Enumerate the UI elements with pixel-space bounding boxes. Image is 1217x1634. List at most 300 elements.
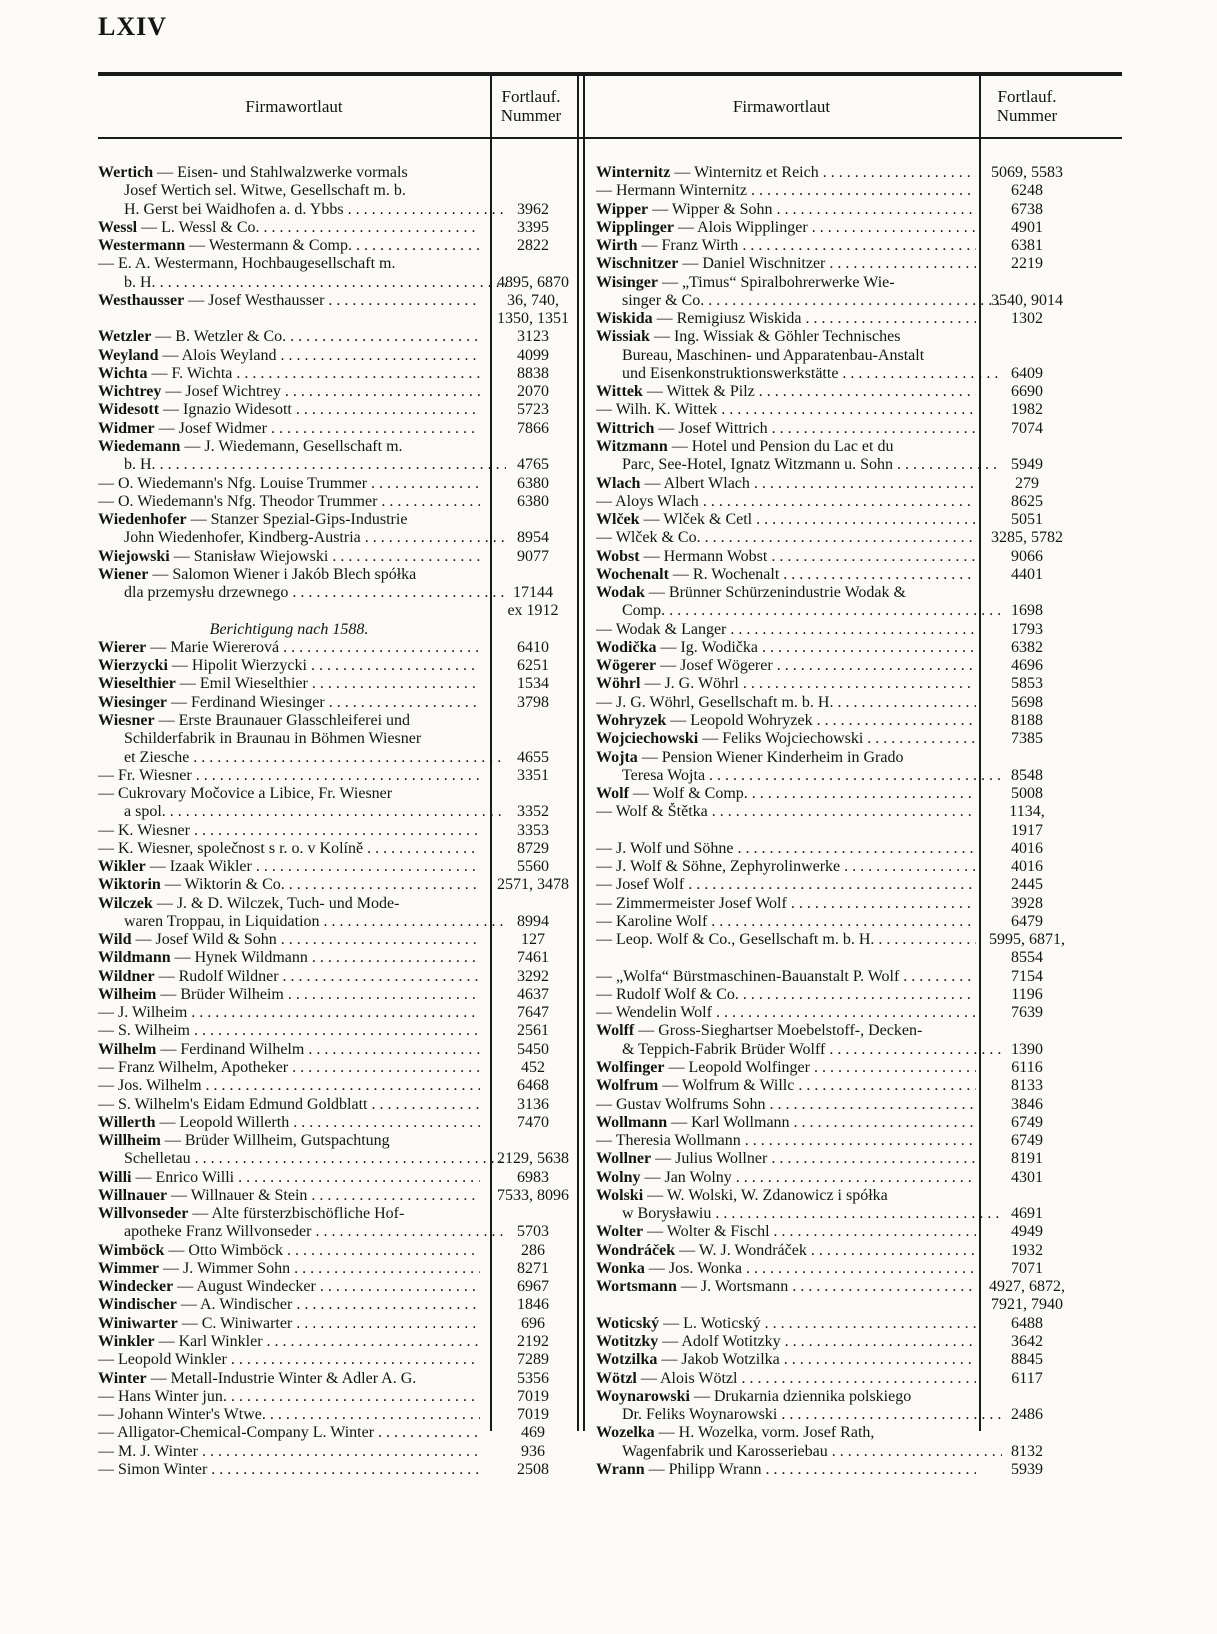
index-entry	[596, 584, 1072, 602]
entry-number: 1302	[1011, 310, 1043, 328]
entry-name: — L. Wessl & Co.	[137, 218, 260, 236]
entry-text	[596, 548, 976, 566]
entry-number: 4016	[1011, 858, 1043, 876]
index-entry	[596, 365, 1072, 383]
entry-text	[98, 365, 480, 383]
index-entry	[98, 529, 568, 547]
entry-name: — Aloys Wlach	[596, 492, 699, 510]
entry-name: — Josef Wild & Sohn	[131, 931, 277, 949]
entry-name: Dr. Feliks Woynarowski	[622, 1406, 778, 1424]
entry-name: — Wendelin Wolf	[596, 1004, 712, 1022]
entry-text	[596, 511, 976, 529]
entry-number: 4637	[517, 985, 549, 1003]
entry-text	[98, 1169, 480, 1187]
entry-keyword: Wolf	[596, 785, 629, 803]
entry-keyword: Wertich	[98, 164, 154, 181]
header-nummer-line2: Nummer	[500, 106, 562, 125]
entry-number: 4949	[1011, 1223, 1043, 1241]
entry-text	[98, 420, 480, 438]
entry-number: 6479	[1011, 912, 1043, 930]
entry-name: a spol.	[124, 803, 166, 821]
entry-name: — Leopold Willerth	[155, 1113, 290, 1131]
entry-text	[596, 858, 976, 876]
entry-number: 8188	[1011, 711, 1043, 729]
entry-text	[596, 1004, 976, 1022]
entry-text	[98, 255, 480, 273]
index-entry	[98, 219, 568, 237]
entry-text	[98, 931, 480, 949]
entry-keyword: Wobst	[596, 547, 640, 565]
entry-keyword: Wolfinger	[596, 1059, 665, 1077]
entry-text	[98, 1223, 506, 1241]
index-entry	[596, 913, 1072, 931]
entry-name: — F. Wichta	[147, 364, 233, 382]
entry-keyword: Wochenalt	[596, 565, 669, 583]
entry-text	[596, 401, 976, 419]
index-entry	[596, 840, 1072, 858]
left-index-column	[98, 164, 568, 1479]
entry-number: 3540, 9014	[991, 291, 1063, 309]
entry-text	[98, 237, 480, 255]
index-entry	[98, 493, 568, 511]
entry-number: 36, 740,	[507, 291, 559, 309]
index-entry	[596, 219, 1072, 237]
entry-keyword: Westhausser	[98, 291, 185, 309]
entry-keyword: Wittrich	[596, 419, 655, 437]
entry-text	[596, 1022, 976, 1040]
entry-name: — August Windecker	[173, 1278, 316, 1296]
index-entry	[98, 621, 568, 639]
entry-name: — Erste Braunauer Glasschleiferei und	[154, 711, 411, 729]
entry-name: — Izaak Wikler	[145, 858, 252, 876]
entry-keyword: Wessl	[98, 218, 138, 236]
entry-text	[98, 383, 480, 401]
index-entry	[596, 767, 1072, 785]
entry-number: 5450	[517, 1040, 549, 1058]
entry-keyword: Wrann	[596, 1460, 645, 1478]
entry-text	[596, 456, 1002, 474]
index-entry	[98, 456, 568, 474]
entry-number: 3962	[517, 200, 549, 218]
index-entry	[98, 1370, 568, 1388]
entry-text	[596, 584, 976, 602]
entry-number: 469	[521, 1424, 545, 1442]
entry-name: — „Wolfa“ Bürstmaschinen-Bauanstalt P. Wolf	[596, 967, 900, 985]
entry-name: Berichtigung nach 1588.	[209, 620, 369, 638]
index-entry	[98, 1406, 568, 1424]
entry-keyword: Wöhrl	[596, 675, 641, 693]
entry-number: 2129, 5638	[497, 1150, 569, 1168]
entry-name: — Wolter & Fischl	[643, 1223, 770, 1241]
entry-text	[596, 968, 976, 986]
entry-name: — Wilh. K. Wittek	[596, 401, 718, 419]
index-entry	[98, 566, 568, 584]
entry-text	[98, 968, 480, 986]
index-entry	[596, 347, 1072, 365]
entry-text	[596, 328, 976, 346]
entry-number: 1917	[1011, 821, 1043, 839]
entry-number: 8729	[517, 839, 549, 857]
index-entry	[98, 1114, 568, 1132]
index-entry	[596, 1278, 1072, 1296]
entry-keyword: Wojta	[596, 748, 638, 766]
entry-name: — Leopold Winkler	[98, 1351, 227, 1369]
entry-text	[596, 1461, 976, 1479]
entry-text	[596, 347, 1002, 365]
entry-number: 8554	[1011, 949, 1043, 967]
page-number: LXIV	[98, 12, 168, 41]
entry-text	[596, 365, 1002, 383]
entry-text	[98, 1333, 480, 1351]
index-entry	[596, 749, 1072, 767]
entry-name: b. H.	[124, 273, 156, 291]
entry-name: — Gross-Sieghartser Moebelstoff-, Decken-	[634, 1022, 923, 1040]
entry-text	[98, 1424, 480, 1442]
entry-name: Schelletau	[124, 1150, 191, 1168]
index-entry	[98, 913, 568, 931]
entry-text	[98, 328, 480, 346]
entry-text	[596, 182, 976, 200]
index-entry	[596, 968, 1072, 986]
entry-text	[98, 1296, 480, 1314]
entry-number: 2508	[517, 1460, 549, 1478]
entry-number: 4901	[1011, 218, 1043, 236]
index-entry	[98, 1169, 568, 1187]
entry-name: — Hynek Wildmann	[170, 949, 308, 967]
index-entry	[596, 730, 1072, 748]
index-entry	[98, 1132, 568, 1150]
entry-text	[98, 529, 506, 547]
entry-text	[596, 201, 976, 219]
entry-number: 2561	[517, 1022, 549, 1040]
entry-text	[98, 858, 480, 876]
entry-keyword: Wollner	[596, 1150, 652, 1168]
entry-name: — Hotel und Pension du Lac et du	[667, 437, 894, 455]
entry-number: 1390	[1011, 1040, 1043, 1058]
entry-number: 3292	[517, 967, 549, 985]
entry-text	[98, 840, 480, 858]
entry-text	[98, 657, 480, 675]
entry-text	[596, 1278, 976, 1296]
index-entry	[98, 328, 568, 346]
entry-number: 7019	[517, 1387, 549, 1405]
header-firma-left: Firmawortlaut	[245, 96, 343, 116]
entry-name: — H. Wozelka, vorm. Josef Rath,	[654, 1424, 875, 1442]
entry-number: 6248	[1011, 182, 1043, 200]
index-entry	[98, 584, 568, 602]
index-entry	[596, 201, 1072, 219]
entry-name: — Alligator-Chemical-Company L. Winter	[98, 1424, 375, 1442]
entry-name: Teresa Wojta	[622, 766, 706, 784]
entry-keyword: Wiener	[98, 565, 149, 583]
index-entry	[596, 639, 1072, 657]
entry-name: — Gustav Wolfrums Sohn	[596, 1095, 766, 1113]
entry-number: 7071	[1011, 1259, 1043, 1277]
entry-number: 1698	[1011, 602, 1043, 620]
index-entry	[596, 1096, 1072, 1114]
entry-text	[98, 1370, 480, 1388]
index-entry	[98, 895, 568, 913]
entry-name: — „Timus“ Spiralbohrerwerke Wie-	[657, 273, 895, 291]
index-entry	[98, 1443, 568, 1461]
entry-keyword: Wichtrey	[98, 383, 162, 401]
entry-number: 4099	[517, 346, 549, 364]
entry-keyword: Wotitzky	[596, 1333, 659, 1350]
index-entry	[596, 1260, 1072, 1278]
entry-text	[596, 1205, 1002, 1223]
index-entry	[98, 749, 568, 767]
entry-keyword: Willvonseder	[98, 1205, 189, 1223]
index-entry	[596, 548, 1072, 566]
index-entry	[596, 785, 1072, 803]
entry-text	[98, 803, 506, 821]
entry-name: — Josef Wittrich	[654, 419, 768, 437]
index-entry	[98, 803, 568, 821]
entry-name: — Remigiusz Wiskida	[652, 310, 802, 328]
entry-number: 6410	[517, 638, 549, 656]
entry-text	[98, 621, 480, 639]
entry-name: — O. Wiedemann's Nfg. Louise Trummer	[98, 474, 368, 492]
entry-number: 6381	[1011, 237, 1043, 255]
entry-number: 2445	[1011, 876, 1043, 894]
entry-name: — S. Wilhelm's Eidam Edmund Goldblatt	[98, 1095, 368, 1113]
entry-name: H. Gerst bei Waidhofen a. d. Ybbs	[124, 200, 344, 218]
entry-number: 1134,	[1009, 803, 1045, 821]
index-entry	[596, 1388, 1072, 1406]
entry-text	[98, 584, 506, 602]
entry-text	[596, 255, 976, 273]
entry-number: 8191	[1011, 1150, 1043, 1168]
entry-number: 6382	[1011, 638, 1043, 656]
entry-number: 7639	[1011, 1004, 1043, 1022]
entry-text	[98, 1242, 480, 1260]
index-entry	[98, 986, 568, 1004]
entry-name: — K. Wiesner	[98, 821, 190, 839]
index-entry	[98, 1004, 568, 1022]
entry-name: — J. G. Wöhrl	[640, 675, 739, 693]
entry-text	[98, 785, 480, 803]
index-entry	[98, 1242, 568, 1260]
entry-keyword: Wlček	[596, 511, 640, 529]
entry-text	[98, 219, 480, 237]
entry-text	[596, 566, 976, 584]
entry-keyword: Wiktorin	[98, 876, 161, 894]
index-entry	[596, 895, 1072, 913]
entry-keyword: Wimmer	[98, 1259, 160, 1277]
entry-keyword: Wodak	[596, 584, 645, 602]
index-entry	[596, 1351, 1072, 1369]
entry-keyword: Wierzycki	[98, 657, 168, 675]
entry-number: 7866	[517, 419, 549, 437]
entry-keyword: Wötzl	[596, 1369, 637, 1387]
entry-text	[596, 292, 1002, 310]
index-entry	[98, 730, 568, 748]
index-entry	[98, 1096, 568, 1114]
index-entry	[596, 1059, 1072, 1077]
entry-name: — J. Wolf und Söhne	[596, 839, 734, 857]
entry-name: — Karoline Wolf	[596, 912, 708, 930]
entry-number: 8994	[517, 912, 549, 930]
entry-keyword: Wischnitzer	[596, 255, 679, 273]
entry-text	[98, 274, 506, 292]
entry-name: — Alois Weyland	[158, 346, 277, 364]
index-entry	[596, 1004, 1072, 1022]
entry-number: 5723	[517, 401, 549, 419]
entry-number: 6468	[517, 1077, 549, 1095]
entry-text	[98, 913, 506, 931]
entry-text	[98, 1461, 480, 1479]
entry-number: 6488	[1011, 1314, 1043, 1332]
entry-name: — Brüder Willheim, Gutspachtung	[160, 1132, 390, 1150]
entry-text	[98, 749, 506, 767]
index-entry	[98, 858, 568, 876]
header-firma-right: Firmawortlaut	[732, 96, 831, 116]
entry-number: 2070	[517, 383, 549, 401]
entry-name: — Winternitz et Reich	[670, 164, 819, 181]
index-entry	[98, 201, 568, 219]
entry-text	[98, 639, 480, 657]
entry-keyword: Wiedenhofer	[98, 511, 187, 529]
entry-text	[98, 475, 480, 493]
entry-number: 3351	[517, 766, 549, 784]
index-entry	[98, 1150, 568, 1168]
entry-name: — Josef Widmer	[154, 419, 267, 437]
entry-name: — Cukrovary Močovice a Libice, Fr. Wiesner	[98, 785, 393, 803]
index-entry	[98, 1077, 568, 1095]
header-rule	[98, 137, 1122, 139]
entry-name: — Alois Wötzl	[636, 1369, 738, 1387]
index-entry	[98, 1424, 568, 1442]
entry-text	[596, 694, 976, 712]
entry-name: — C. Winiwarter	[177, 1314, 293, 1332]
index-entry	[596, 1333, 1072, 1351]
entry-name: — Otto Wimböck	[164, 1241, 283, 1259]
entry-number: 286	[521, 1241, 545, 1259]
index-entry	[98, 822, 568, 840]
index-entry	[98, 694, 568, 712]
entry-name: — B. Wetzler & Co.	[151, 328, 287, 346]
entry-text	[98, 949, 480, 967]
entry-text	[98, 1351, 480, 1369]
entry-name: — A. Windischer	[176, 1296, 293, 1314]
entry-name: Comp.	[622, 602, 666, 620]
entry-keyword: Westermann	[98, 237, 186, 255]
entry-keyword: Wögerer	[596, 657, 657, 675]
index-entry	[98, 1187, 568, 1205]
entry-name: — Ing. Wissiak & Göhler Technisches	[649, 328, 901, 346]
index-entry	[98, 1461, 568, 1479]
entry-name: & Teppich-Fabrik Brüder Wolff	[622, 1040, 826, 1058]
index-entry	[596, 1114, 1072, 1132]
entry-text	[98, 1388, 480, 1406]
entry-text	[596, 785, 976, 803]
entry-text	[596, 383, 976, 401]
entry-name: — Rudolf Wolf & Co.	[596, 985, 739, 1003]
entry-number: 6983	[517, 1168, 549, 1186]
entry-keyword: Wilheim	[98, 985, 157, 1003]
entry-name: — Pension Wiener Kinderheim in Grado	[637, 748, 904, 766]
entry-name: — Jos. Wonka	[644, 1259, 743, 1277]
entry-number: 7461	[517, 949, 549, 967]
index-entry	[596, 657, 1072, 675]
entry-keyword: Wiesinger	[98, 693, 168, 711]
entry-text	[596, 639, 976, 657]
entry-number: 3395	[517, 218, 549, 236]
entry-name: John Wiedenhofer, Kindberg-Austria	[124, 529, 361, 547]
entry-name: — Josef Wolf	[596, 876, 685, 894]
entry-number: 4691	[1011, 1205, 1043, 1223]
entry-number: 2219	[1011, 255, 1043, 273]
entry-text	[98, 876, 480, 894]
entry-text	[596, 1388, 976, 1406]
entry-number: 5939	[1011, 1460, 1043, 1478]
entry-name: — Brüder Wilheim	[156, 985, 284, 1003]
index-entry	[596, 1169, 1072, 1187]
entry-name: — Wodak & Langer	[596, 620, 727, 638]
entry-name: et Ziesche	[124, 748, 190, 766]
index-entry	[98, 675, 568, 693]
index-entry	[596, 1041, 1072, 1059]
entry-text	[596, 767, 1002, 785]
entry-text	[98, 1150, 506, 1168]
entry-text	[596, 931, 976, 949]
index-entry	[98, 1388, 568, 1406]
entry-name: w Borysławiu	[622, 1205, 712, 1223]
entry-number: 3798	[517, 693, 549, 711]
entry-keyword: Woynarowski	[596, 1387, 690, 1405]
entry-name: — W. Wolski, W. Zdanowicz i spółka	[643, 1186, 888, 1204]
entry-number: 1846	[517, 1296, 549, 1314]
entry-name: — S. Wilheim	[98, 1022, 190, 1040]
entry-keyword: Wetzler	[98, 328, 152, 346]
index-entry	[596, 712, 1072, 730]
entry-name: Parc, See-Hotel, Ignatz Witzmann u. Sohn	[622, 456, 893, 474]
entry-number: 3642	[1011, 1333, 1043, 1350]
entry-text	[98, 895, 480, 913]
index-entry	[596, 255, 1072, 273]
entry-name: apotheke Franz Willvonseder	[124, 1223, 312, 1241]
entry-text	[98, 1278, 480, 1296]
entry-keyword: Wiejowski	[98, 547, 170, 565]
entry-keyword: Windischer	[98, 1296, 177, 1314]
entry-number: 6749	[1011, 1113, 1043, 1131]
index-entry	[596, 986, 1072, 1004]
entry-name: — Zimmermeister Josef Wolf	[596, 894, 787, 912]
entry-number: 9077	[517, 547, 549, 565]
entry-keyword: Willnauer	[98, 1186, 168, 1204]
index-entry	[98, 602, 568, 620]
entry-name: — J. Wolf & Söhne, Zephyrolinwerke	[596, 858, 841, 876]
index-entry	[596, 438, 1072, 456]
entry-name: — Ferdinand Wiesinger	[167, 693, 325, 711]
index-entry	[596, 475, 1072, 493]
index-entry	[98, 365, 568, 383]
entry-text	[98, 201, 506, 219]
entry-text	[596, 876, 976, 894]
index-entry	[98, 274, 568, 292]
entry-keyword: Widesott	[98, 401, 160, 419]
entry-keyword: Wolfrum	[596, 1077, 659, 1095]
entry-name: — Stanisław Wiejowski	[169, 547, 329, 565]
entry-name: — J. Wimmer Sohn	[159, 1259, 291, 1277]
entry-number: 3285, 5782	[991, 529, 1063, 547]
index-entry	[596, 1132, 1072, 1150]
entry-text	[596, 730, 976, 748]
entry-name: — Stanzer Spezial-Gips-Industrie	[186, 511, 408, 529]
entry-name: — R. Wochenalt	[668, 565, 780, 583]
entry-name: — Josef Westhausser	[184, 291, 325, 309]
index-entry	[98, 1278, 568, 1296]
